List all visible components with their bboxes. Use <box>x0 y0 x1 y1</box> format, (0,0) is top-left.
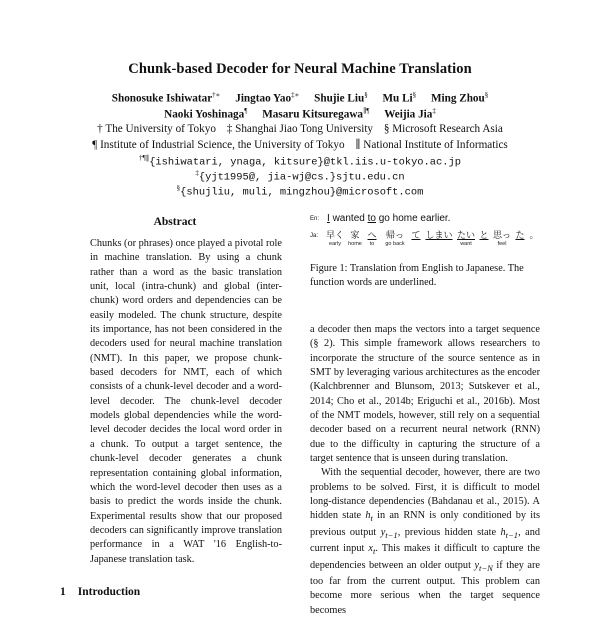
affiliation: † The University of Tokyo <box>97 123 216 135</box>
ja-token: しまい <box>425 230 453 240</box>
body-text-column <box>310 323 540 618</box>
author-list-row1 <box>0 91 600 105</box>
affiliations-row2 <box>0 138 600 151</box>
ja-token: へ to <box>367 230 377 247</box>
author: Masaru Kitsuregawa∥¶ <box>262 107 370 121</box>
ja-token: たい want <box>456 230 475 247</box>
email-line: ‡{yjt1995@, jia-wj@cs.}sjtu.edu.cn <box>195 169 405 184</box>
figure-english-sentence: En: I wanted to go home earlier. <box>310 213 451 224</box>
affiliations-row1 <box>0 123 600 135</box>
ja-token: 帰っ go back <box>385 230 405 247</box>
figure-ja-label: Ja: <box>310 233 319 239</box>
paper-title: Chunk-based Decoder for Neural Machine Translation <box>128 61 472 77</box>
ja-token: 。 <box>529 230 539 240</box>
ja-token: と <box>479 230 489 240</box>
author: Ming Zhou§ <box>430 91 489 105</box>
figure-en-label: En: <box>310 216 320 222</box>
ja-token: 早く early <box>326 230 345 247</box>
ja-token: て <box>411 230 421 240</box>
author: Mu Li§ <box>382 91 417 105</box>
section-heading: 1 Introduction <box>60 586 141 598</box>
figure-caption: Figure 1: Translation from English to Japanese. The function words are underlined. <box>310 263 524 289</box>
ja-token: 思っ feel <box>492 230 511 247</box>
body-paragraph: a decoder then maps the vectors into a target sequence (§ 2). This simple framework allows researchers to incorporate the structure of the source sentence as in SMT by leveraging various architectures as the encoder (Kalchbrenner and Blunsom, 2013; Sutskever et al., 2014; Cho et al., 2014b; Eriguchi et al., 2016b). Most of the NMT models, however, still rely on a sequential decoder based on a recurrent neural network (RNN) due to the difficulty in capturing the structure of a target sentence that is unseen during translation. <box>310 324 540 465</box>
affiliation: ¶ Institute of Industrial Science, the University of Tokyo <box>92 139 345 151</box>
ja-token: 家 home <box>348 230 362 247</box>
author: Weijia Jia‡ <box>384 107 436 121</box>
author: Shujie Liu§ <box>314 91 368 105</box>
author: Shonosuke Ishiwatar†∗ <box>111 91 221 105</box>
email-line: †¶∥{ishiwatari, ynaga, kitsure}@tkl.iis.u-tokyo.ac.jp <box>139 154 461 169</box>
author-list-row2 <box>0 107 600 121</box>
affiliation: ‡ Shanghai Jiao Tong University <box>226 123 374 135</box>
author: Naoki Yoshinaga¶ <box>164 107 248 121</box>
abstract-text: Chunks (or phrases) once played a pivotal role in machine translation. By using a chunk rather than a word as the basic translation unit, local (intra-chunk) and global (inter-chunk) word orders and dependencies can be easily modeled. The chunk structure, despite its importance, has not been considered in the decoders used for neural machine translation (NMT). In this paper, we propose chunk-based decoders for NMT, each of which consists of a chunk-level decoder and a word-level decoder. The chunk-level decoder models global dependencies while the word-level decoder decides the local word order in a chunk. To output a target sentence, the chunk-level decoder generates a chunk representation containing global information, which the word-level decoder then uses as a basis to predict the words inside the chunk. Experimental results show that our proposed decoders can significantly improve translation performance in a WAT '16 English-to-Japanese translation task. <box>90 238 282 565</box>
ja-token: た <box>515 230 525 240</box>
body-paragraph: With the sequential decoder, however, there are two problems to be solved. First, it is difficult to model long-distance dependencies (Bahdanau et al., 2015). A hidden state $h_t$ in an RNN is only conditioned by its previous output $y_{t-1}$, previous hidden state $h_{t-1}$, and current input $x_t$. This makes it difficult to capture the dependencies between an older output $y_{t-N}$ if they are too far from the current output. This problem can become more serious when the target sequence becomes <box>310 467 541 616</box>
affiliation: § Microsoft Research Asia <box>383 123 503 135</box>
affiliation: ∥ National Institute of Informatics <box>355 139 508 151</box>
abstract-heading: Abstract <box>153 216 197 228</box>
email-line: §{shujliu, muli, mingzhou}@microsoft.com <box>176 184 424 199</box>
author: Jingtao Yao‡∗ <box>235 91 300 105</box>
